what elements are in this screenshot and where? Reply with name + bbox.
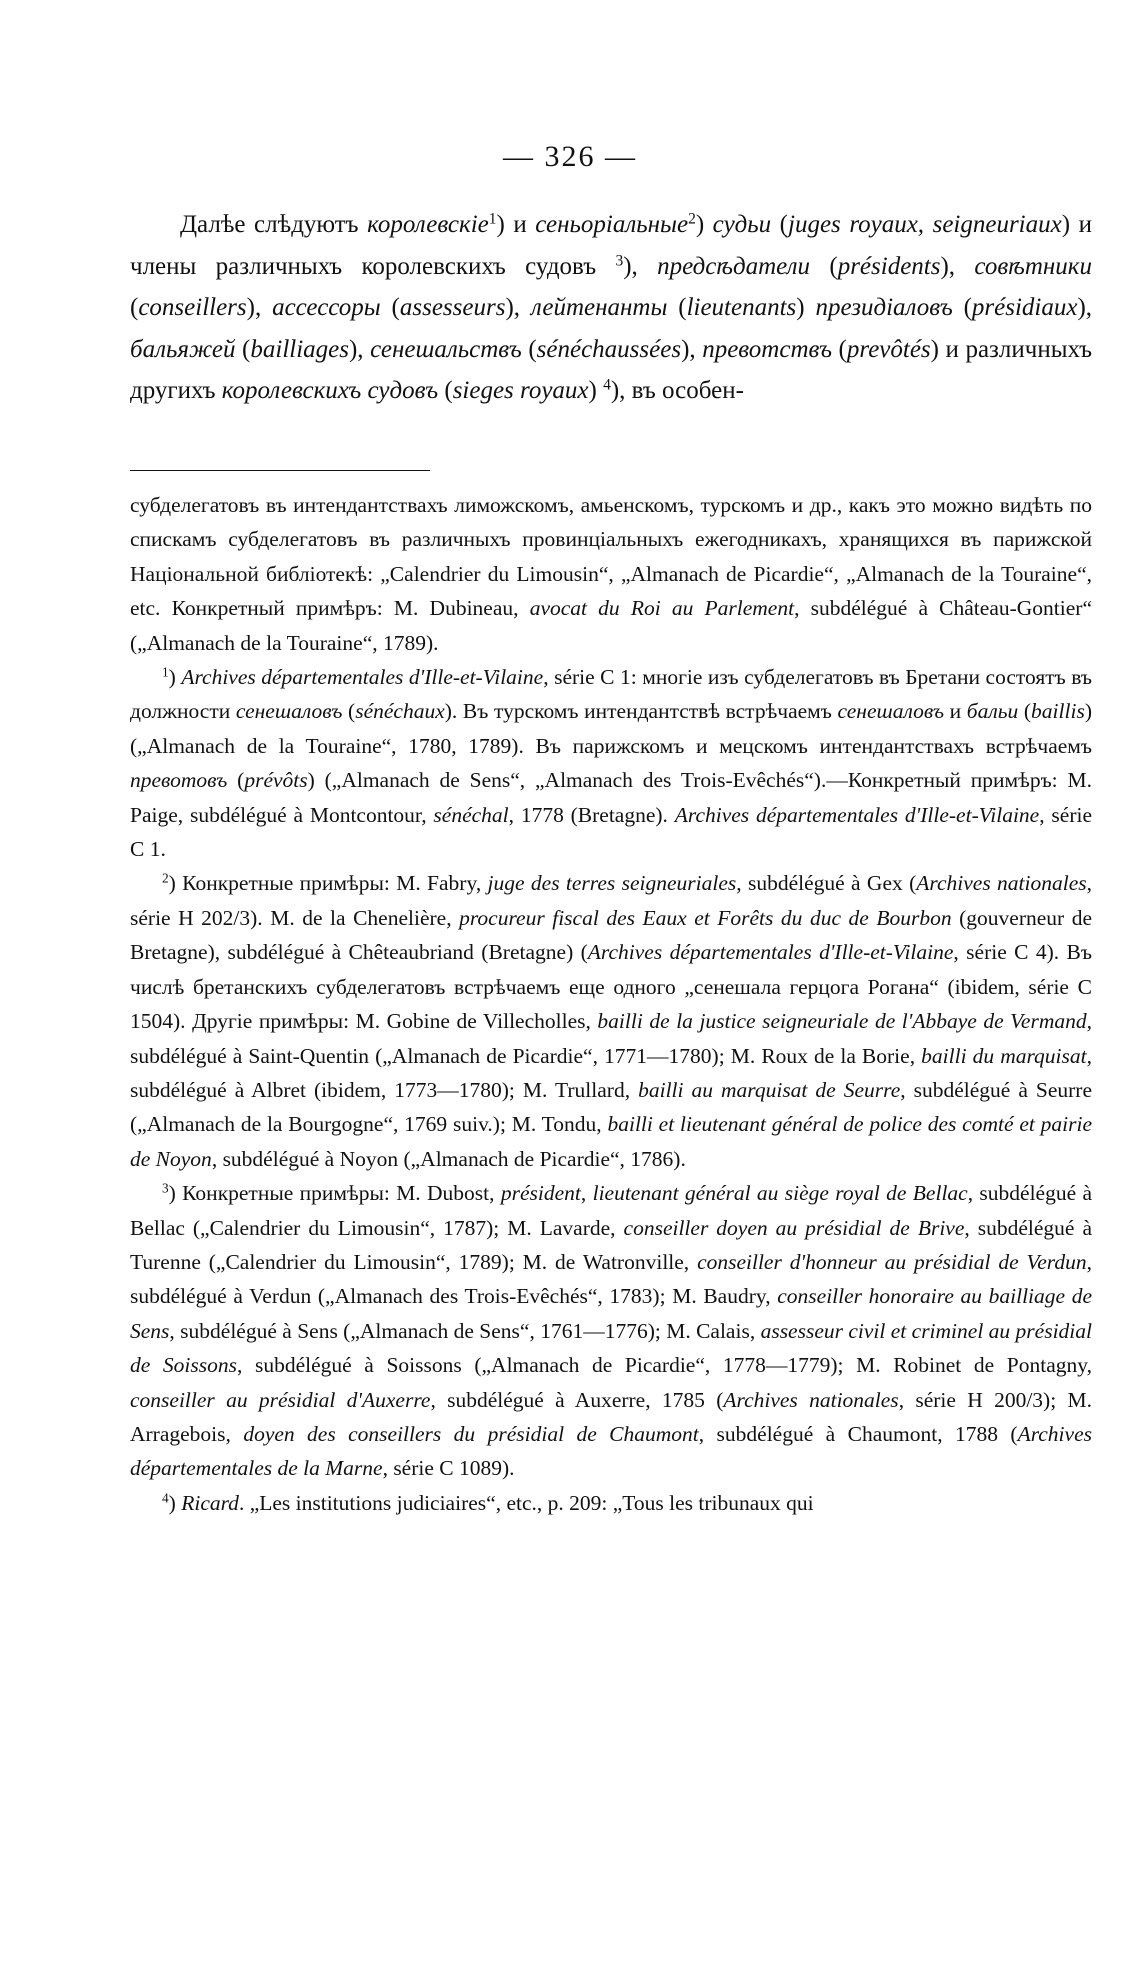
italic-term: судьи (712, 211, 772, 238)
italic-run: sénéchal (433, 802, 509, 827)
text-run: ) (695, 211, 713, 238)
text-run: ) (796, 294, 816, 321)
text-run: ( (130, 294, 139, 321)
text-run: , subdélégué à Verdun („Almanach des Trois-Evêchés“, 1783); M. Baudry, (130, 1249, 1092, 1309)
italic-term: présidiaux (971, 294, 1078, 321)
text-run: ) и различныхъ другихъ (130, 335, 1092, 404)
text-run: ) („Almanach de Sens“, „Almanach des Trois-Evêchés“).—Конкретный примѣръ: M. Paige, subdélégué à Montcontour, (130, 768, 1092, 827)
text-run: ) Конкретные примѣры: M. Fabry, (168, 871, 488, 896)
text-run: ), (623, 252, 658, 280)
text-run: ( (667, 294, 687, 321)
footnote-separator (130, 470, 430, 471)
text-run: ) (588, 377, 604, 404)
italic-term: предсѣдатели (657, 252, 811, 280)
text-run: ( (380, 294, 400, 321)
italic-term: sieges royaux (452, 377, 589, 404)
text-run: , subdélégué à Noyon („Almanach de Picardie“, 1786). (211, 1146, 686, 1171)
italic-term: президіаловъ (815, 294, 953, 321)
italic-term: лейтенанты (530, 294, 668, 321)
footnotes (130, 488, 1092, 1520)
text-run: ( (1018, 699, 1032, 724)
italic-run: сенешаловъ (235, 699, 343, 724)
italic-run: doyen des conseillers du présidial de Chaumont (243, 1421, 699, 1446)
text-run: ( (771, 211, 789, 238)
text-run: ( (810, 252, 838, 280)
footnote-continuation (130, 488, 1092, 660)
text-run: ) Конкретные примѣры: M. Dubost, (168, 1181, 501, 1206)
text-run: , subdélégué à Sens („Almanach de Sens“, 1761—1776); M. Calais, (169, 1318, 761, 1343)
text-run: ), (348, 335, 371, 363)
italic-term: prevôtés (846, 335, 931, 363)
italic-term: juges royaux, seigneuriaux (788, 211, 1062, 238)
text-run: Далѣе слѣдуютъ (180, 211, 368, 238)
footnote-ref: 3 (615, 251, 624, 269)
text-run: , subdélégué à Albret (ibidem, 1773—1780); M. Trullard, (130, 1043, 1092, 1102)
italic-term: lieutenants (686, 294, 797, 321)
footnote-3 (130, 1176, 1092, 1486)
text-run: ( (342, 699, 356, 724)
text-run: , subdélégué à Château-Gontier“ („Almanach de la Touraine“, 1789). (130, 596, 1092, 655)
text-run: , subdélégué à Auxerre, 1785 ( (430, 1387, 724, 1412)
italic-run: prévôts (244, 768, 308, 793)
text-run: , subdélégué à Turenne („Calendrier du Limousin“, 1789); M. de Watronville, (130, 1215, 1093, 1274)
text-run: , série C 1089). (382, 1456, 515, 1481)
text-run: , subdélégué à Seurre („Almanach de la Bourgogne“, 1769 suiv.); M. Tondu, (130, 1077, 1092, 1137)
text-run: ( (521, 335, 537, 363)
italic-run: Ricard (181, 1490, 239, 1515)
text-run: ( (227, 768, 245, 793)
italic-run: бальи (966, 699, 1019, 724)
footnote-2 (130, 866, 1092, 1176)
footnote-mark: 1 (162, 664, 169, 680)
italic-run: conseiller d'honneur au présidial de Verdun (697, 1249, 1087, 1274)
text-run: , subdélégué à Saint-Quentin („Almanach de Picardie“, 1771—1780); M. Roux de la Borie, (130, 1009, 1092, 1068)
footnote-1 (130, 660, 1092, 866)
text-run: , 1778 (Bretagne). (508, 802, 675, 827)
italic-term: conseillers (138, 294, 247, 321)
text-run: ) (168, 665, 182, 690)
text-run: ) и члены различныхъ королевскихъ судовъ (130, 211, 1092, 280)
text-run: ( (235, 335, 251, 363)
italic-run: assesseur civil et criminel au présidial de Soissons (130, 1318, 1093, 1378)
italic-term: превотствъ (702, 335, 833, 363)
text-run: , subdélégué à Chaumont, 1788 ( (698, 1421, 1018, 1446)
italic-term: ассессоры (272, 294, 381, 321)
italic-term: королевскіе (367, 211, 489, 238)
footnote-ref: 1 (488, 210, 497, 228)
page-number: — 326 — (503, 140, 637, 173)
italic-term: présidents (837, 252, 941, 280)
text-run: ) („Almanach de la Touraine“, 1780, 1789). Въ парижскомъ и мецскомъ интендантствахъ встрѣчаемъ (130, 699, 1092, 758)
footnote-mark: 2 (162, 871, 169, 887)
italic-run: bailli du marquisat (921, 1043, 1087, 1068)
text-run: , série C 4). Въ числѣ бретанскихъ субделегатовъ встрѣчаемъ еще одного „сенешала герцога Рогана“ (ibidem, série C 1504). Другіе примѣры: M. Gobine de Villecholles, (130, 940, 1093, 1034)
text-run: , série C 1: многіе изъ субделегатовъ въ Бретани состоятъ въ должности (130, 665, 1092, 724)
text-run: и (944, 699, 967, 724)
text-run: , subdélégué à Gex ( (736, 871, 917, 896)
italic-run: lieutenant général au siège royal de Bellac (592, 1181, 968, 1206)
text-run: , (580, 1181, 593, 1206)
italic-run: baillis (1031, 699, 1085, 724)
italic-run: сенешаловъ (837, 699, 945, 724)
text-run: ), въ особен- (610, 377, 744, 404)
italic-term: совѣтники (974, 252, 1092, 280)
italic-run: conseiller doyen au présidial de Brive (623, 1215, 965, 1240)
footnote-4 (130, 1486, 1092, 1520)
text-run: , série C 1. (130, 802, 1093, 862)
italic-run: превотовъ (130, 768, 228, 793)
text-run: ), (505, 294, 531, 321)
italic-run: Archives départementales d'Ille-et-Vilaine (587, 940, 954, 965)
text-run: ) (168, 1490, 182, 1515)
main-paragraph (130, 204, 1092, 412)
text-run: ). Въ турскомъ интендантствѣ встрѣчаемъ (444, 699, 838, 724)
italic-term: бальяжей (130, 335, 236, 363)
text-run: (gouverneur de Bretagne), subdélégué à Chêteaubriand (Bretagne) ( (130, 905, 1093, 965)
italic-run: Archives départementales d'Ille-et-Vilaine (181, 665, 544, 690)
text-run: ), (940, 252, 975, 280)
italic-term: сенешальствъ (370, 335, 522, 363)
italic-run: bailli au marquisat de Seurre (638, 1077, 901, 1102)
text-run: ), (681, 335, 703, 363)
italic-run: conseiller au présidial d'Auxerre (130, 1387, 431, 1412)
text-run: , série H 200/3); M. Arragebois, (130, 1387, 1092, 1446)
text-run: ) и (496, 211, 536, 238)
footnote-mark: 3 (162, 1180, 169, 1196)
italic-run: avocat du Roi au Parlement (529, 596, 795, 621)
italic-run: Archives départementales d'Ille-et-Vilaine (674, 802, 1040, 827)
italic-term: sénéchaussées (536, 335, 682, 363)
text-run: ), (1077, 294, 1093, 321)
italic-run: Archives nationales (916, 871, 1087, 896)
text-run: субделегатовъ въ интендантствахъ лиможскомъ, амьенскомъ, турскомъ и др., какъ это можно видѣть по спискамъ субделегатовъ въ различныхъ провинціальныхъ ежегодникахъ, хранящихся въ парижской Національной библіотекѣ: „Calendrier du Limousin“, „Almanach de Picardie“, „Almanach de la Touraine“, etc. Конкретный примѣръ: M. Dubineau, (130, 493, 1092, 621)
italic-run: conseiller honoraire au bailliage de Sens (130, 1284, 1093, 1343)
italic-term: bailliages (250, 335, 349, 363)
footnote-ref: 2 (688, 210, 696, 228)
text-run: ( (952, 294, 972, 321)
italic-term: королевскихъ судовъ (221, 377, 439, 404)
text-run: ( (438, 377, 453, 404)
italic-run: Archives nationales (723, 1387, 899, 1412)
italic-run: bailli de la justice seigneuriale de l'Abbaye de Vermand (597, 1009, 1087, 1034)
text-run: . „Les institutions judiciaires“, etc., p. 209: „Tous les tribunaux qui (238, 1490, 814, 1515)
italic-run: bailli et lieutenant général de police des comté et pairie de Noyon (130, 1112, 1092, 1171)
footnote-ref: 4 (603, 376, 611, 394)
text-run: , subdélégué à Soissons („Almanach de Picardie“, 1778—1779); M. Robinet de Pontagny, (236, 1353, 1092, 1378)
italic-run: sénéchaux (355, 699, 445, 724)
text-run: , série H 202/3). M. de la Chenelière, (130, 871, 1092, 930)
italic-term: assesseurs (399, 294, 506, 321)
text-run: ( (832, 335, 847, 363)
italic-run: juge des terres seigneuriales (487, 871, 737, 896)
italic-run: Archives départementales de la Marne (130, 1421, 1092, 1481)
italic-run: président (500, 1181, 581, 1206)
italic-run: procureur fiscal des Eaux et Forêts du duc de Bourbon (459, 905, 952, 930)
text-run: ), (246, 294, 273, 321)
text-run: , subdélégué à Bellac („Calendrier du Limousin“, 1787); M. Lavarde, (130, 1181, 1093, 1240)
italic-term: сеньоріальные (535, 211, 689, 238)
footnote-mark: 4 (162, 1490, 169, 1506)
